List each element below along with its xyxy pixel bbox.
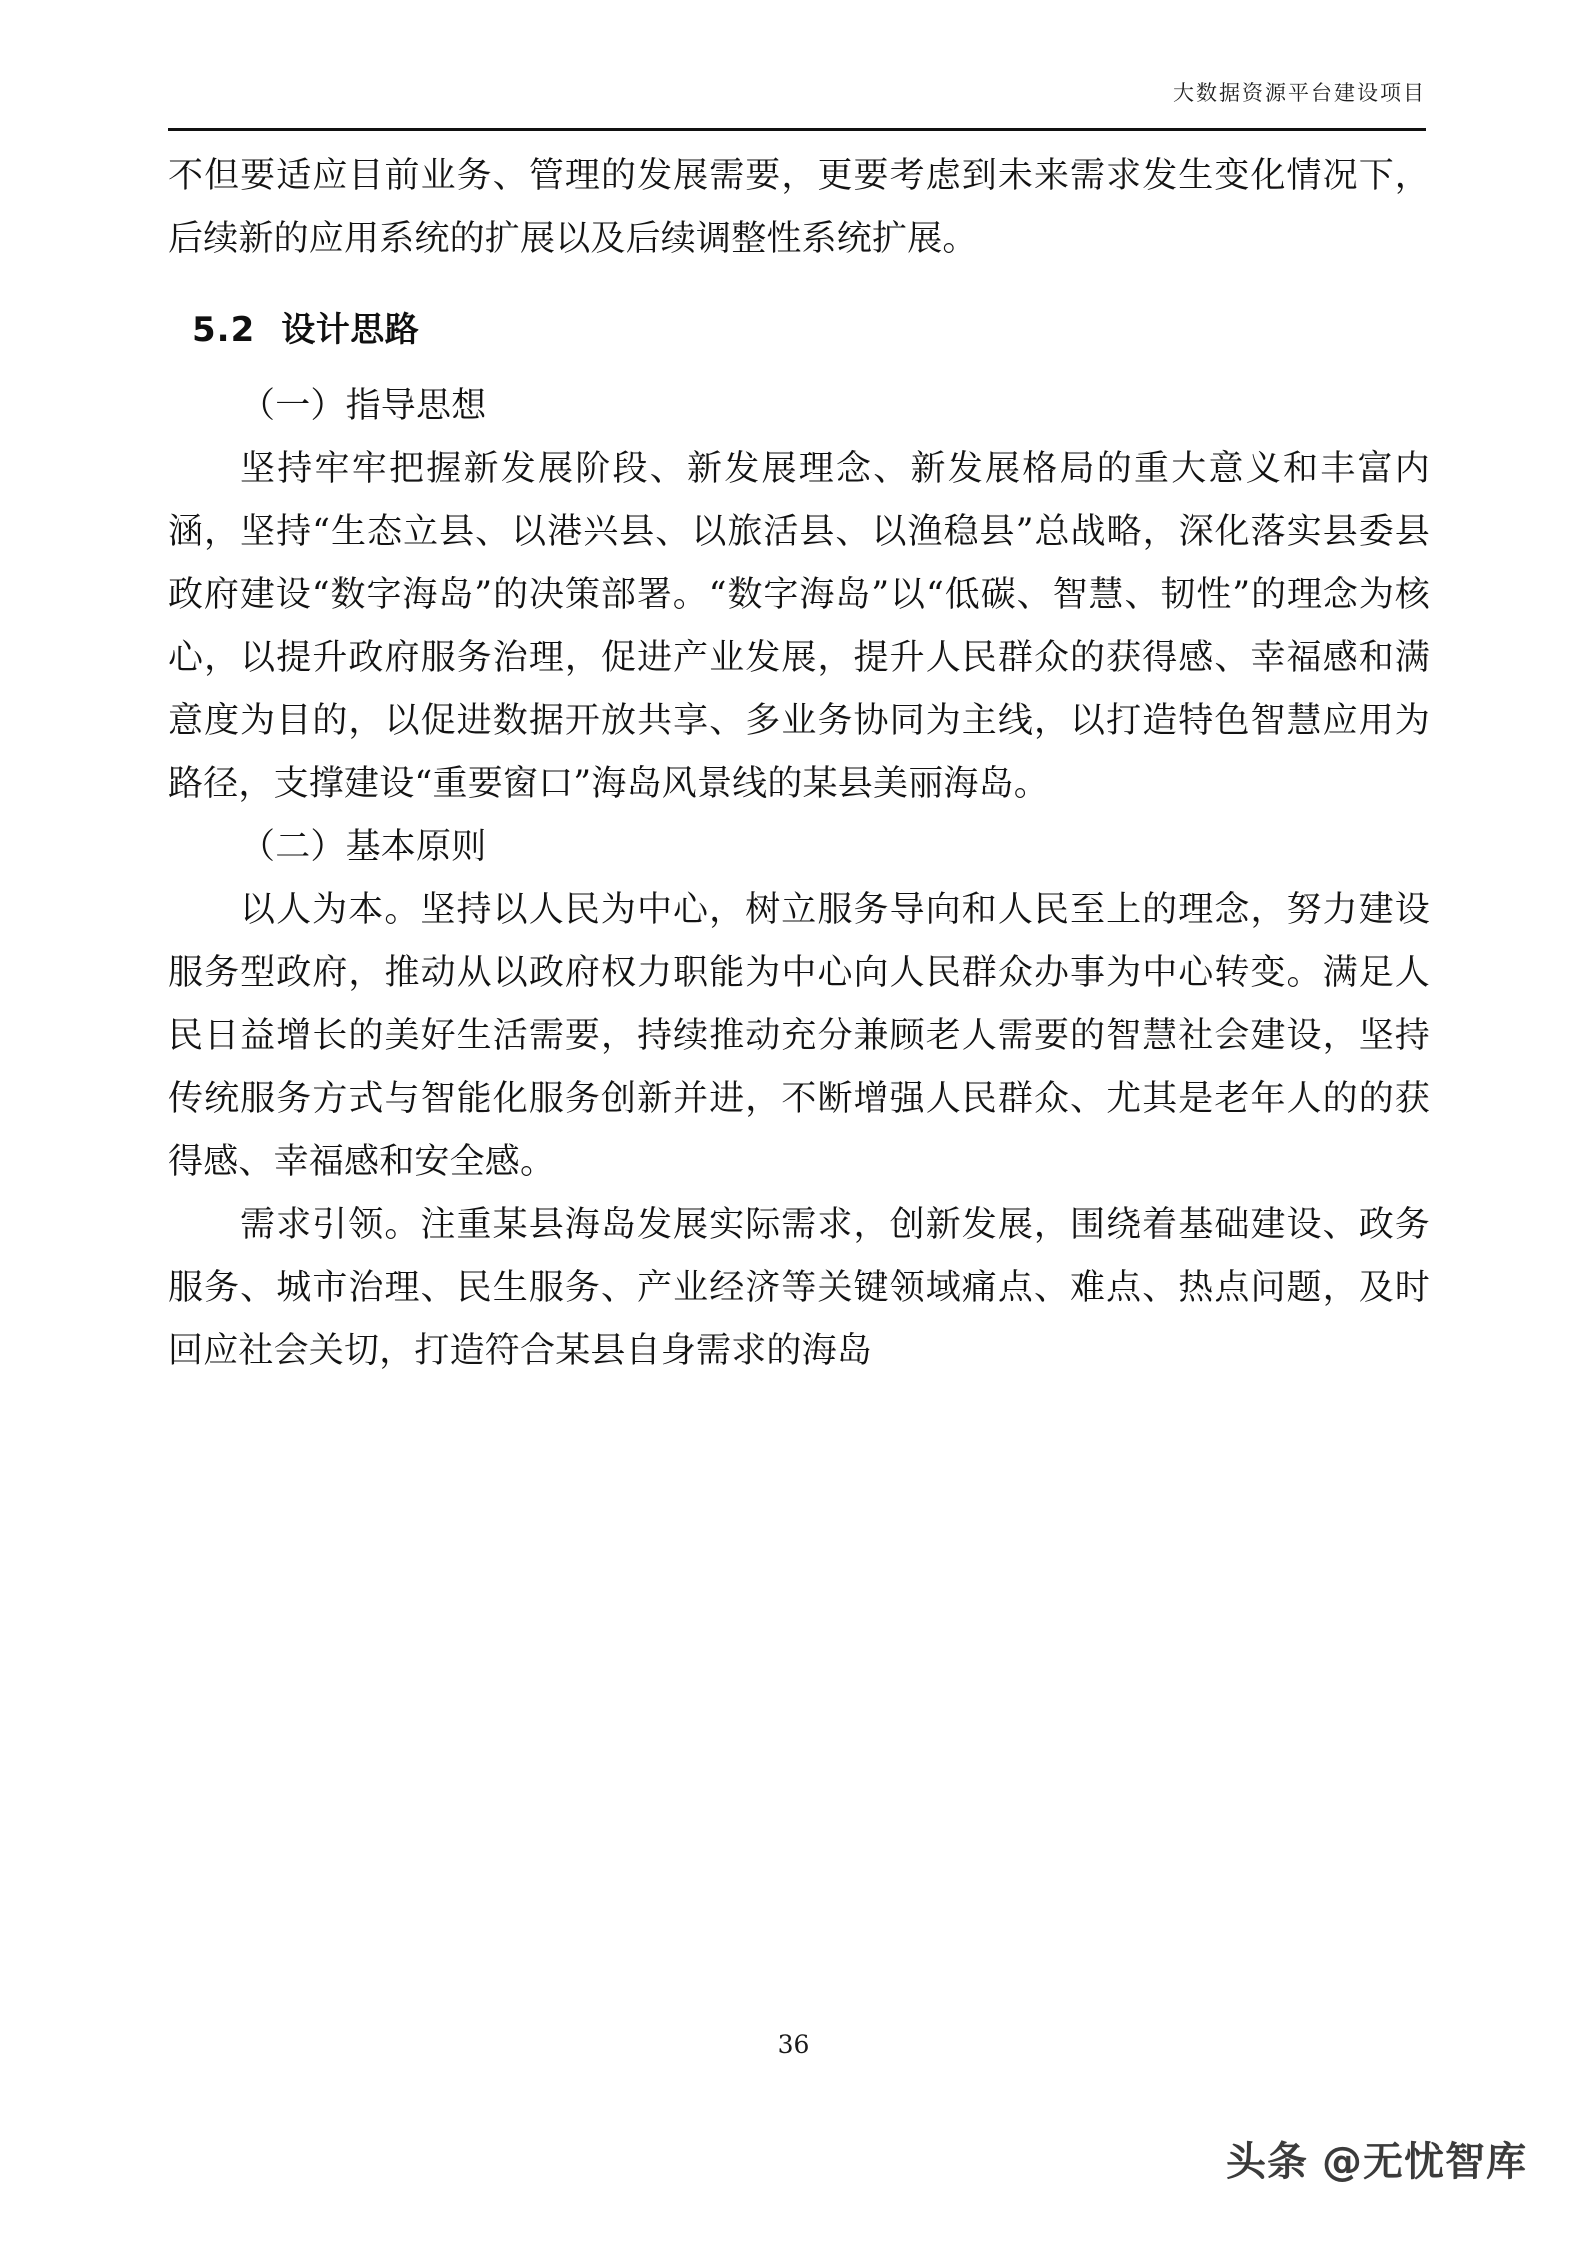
continued-paragraph: 不但要适应目前业务、管理的发展需要，更要考虑到未来需求发生变化情况下，后续新的应用系统的扩展以及后续调整性系统扩展。: [168, 156, 1430, 259]
subsection-2-label: （二）基本原则: [240, 827, 487, 867]
watermark-brand: 头条: [1226, 2139, 1308, 2185]
section-heading-5-2: [168, 271, 1430, 361]
subsection-1-label: （一）指导思想: [240, 386, 487, 426]
section-heading-text: 设计思路: [281, 310, 420, 350]
watermark: [1226, 2130, 1527, 2187]
page-number: 36: [777, 2030, 810, 2059]
subsection-2-paragraph-2: 需求引领。注重某县海岛发展实际需求，创新发展，围绕着基础建设、政务服务、城市治理、民生服务、产业经济等关键领域痛点、难点、热点问题，及时回应社会关切，打造符合某县自身需求的海岛: [168, 1205, 1430, 1371]
spacer: [168, 361, 1430, 375]
section-heading-number: 5.2: [192, 310, 256, 350]
header-rule-divider: [168, 128, 1426, 131]
subsection-1-paragraph: 坚持牢牢把握新发展阶段、新发展理念、新发展格局的重大意义和丰富内涵，坚持“生态立县、以港兴县、以旅活县、以渔稳县”总战略，深化落实县委县政府建设“数字海岛”的决策部署。“数字海岛”以“低碳、智慧、韧性”的理念为核心，以提升政府服务治理，促进产业发展，提升人民群众的获得感、幸福感和满意度为目的，以促进数据开放共享、多业务协同为主线，以打造特色智慧应用为路径，支撑建设“重要窗口”海岛风景线的某县美丽海岛。: [168, 449, 1430, 804]
header-title: 大数据资源平台建设项目: [1173, 81, 1426, 105]
page-header: [168, 78, 1426, 130]
watermark-handle: @无忧智库: [1322, 2139, 1527, 2185]
subsection-2-paragraph-1: 以人为本。坚持以人民为中心，树立服务导向和人民至上的理念，努力建设服务型政府，推动从以政府权力职能为中心向人民群众办事为中心转变。满足人民日益增长的美好生活需要，持续推动充分兼顾老人需要的智慧社会建设，坚持传统服务方式与智能化服务创新并进，不断增强人民群众、尤其是老年人的的获得感、幸福感和安全感。: [168, 890, 1430, 1182]
document-body: [168, 145, 1430, 1383]
